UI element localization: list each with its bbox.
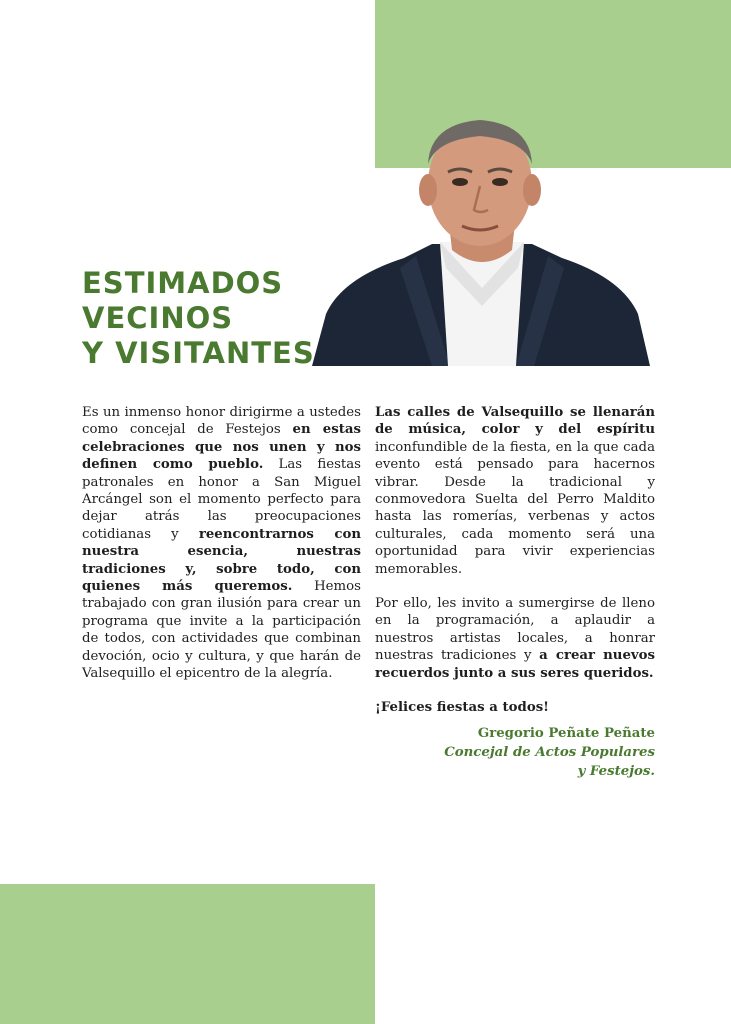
heading-line-3: Y VISITANTES [82, 336, 315, 370]
bold-run: Las calles de Valsequillo se llenarán de música, color y del espíritu [375, 405, 655, 438]
text-run: Por ello, les invito a sumergirse de lleno en la programación, a aplaudir a nuestros artistas locales, a honrar nuestras tradiciones y [375, 596, 655, 664]
signature-block [375, 724, 655, 781]
closing-greeting [375, 699, 655, 716]
right-paragraph-1 [375, 404, 655, 578]
page-heading [82, 266, 315, 371]
bold-run: en estas celebraciones que nos unen y nos definen como pueblo. [82, 422, 361, 473]
text-run: Hemos trabajado con gran ilusión para crear un programa que invite a la participación de todos, con actividades que combinan devoción, ocio y cultura, y que harán de Valsequillo el epicentro de la alegría. [82, 579, 361, 682]
councillor-portrait-photo [312, 118, 650, 366]
decorative-green-block-bottom [0, 884, 375, 1024]
heading-line-2: VECINOS [82, 301, 234, 335]
bold-run: a crear nuevos recuerdos junto a sus seres queridos. [375, 648, 655, 681]
text-run: inconfundible de la fiesta, en la que cada evento está pensado para hacernos vibrar. Desde la tradicional y conmovedora Suelta del Perro Maldito hasta las romerías, verbenas y actos culturales, cada momento será una oportunidad para vivir experiencias memorables. [375, 439, 655, 577]
left-text-column [82, 404, 361, 683]
signature-role-line-1: Concejal de Actos Populares [444, 745, 655, 760]
signature-name: Gregorio Peñate Peñate [477, 726, 655, 741]
heading-line-1: ESTIMADOS [82, 266, 284, 300]
signature-role-line-2: y Festejos. [577, 764, 655, 779]
text-run: Es un inmenso honor dirigirme a ustedes como concejal de Festejos [82, 405, 361, 438]
right-text-column [375, 404, 655, 717]
left-paragraph [82, 404, 361, 683]
bold-run: ¡Felices fiestas a todos! [375, 700, 550, 716]
bold-run: reencontrarnos con nuestra esencia, nuestras tradiciones y, sobre todo, con quienes más queremos. [82, 526, 362, 595]
text-run: Las fiestas patronales en honor a San Miguel Arcángel son el momento perfecto para dejar atrás las preocupaciones cotidianas y [82, 457, 361, 542]
right-paragraph-2 [375, 595, 655, 682]
